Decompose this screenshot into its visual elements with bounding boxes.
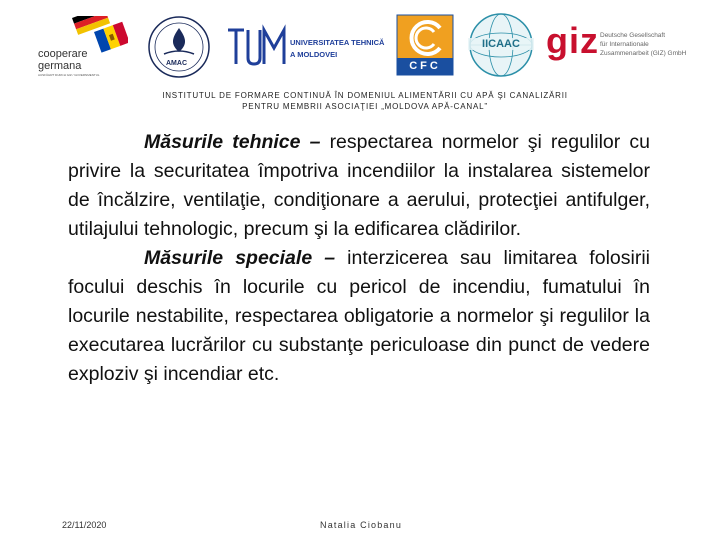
header-line2: PENTRU MEMBRII ASOCIAŢIEI „MOLDOVA APĂ-CANAL” <box>242 102 488 111</box>
term-technical-measures: Măsurile tehnice – <box>144 131 321 153</box>
cfc-label: CFC <box>409 60 441 72</box>
term-special-measures: Măsurile speciale – <box>144 247 336 269</box>
cooperare-germana-logo <box>28 16 128 82</box>
utm-line2: A MOLDOVEI <box>290 50 338 59</box>
utm-line1: UNIVERSITATEA TEHNICĂ <box>290 38 385 47</box>
cooperare-line3: AUSFÜHRT DURCH GIZ / GOVERNMENTUL <box>38 73 100 77</box>
logo-bar <box>0 10 720 80</box>
header-line1: INSTITUTUL DE FORMARE CONTINUĂ ÎN DOMENIUL ALIMENTĂRII CU APĂ ŞI CANALIZĂRII <box>162 91 568 100</box>
slide-body <box>68 128 650 389</box>
giz-line1: Deutsche Gesellschaft <box>600 32 666 39</box>
amac-label: AMAC <box>166 60 187 67</box>
iicaac-label: IICAAC <box>468 38 534 50</box>
giz-wordmark: giz <box>546 20 599 61</box>
amac-logo <box>146 14 212 80</box>
institute-header <box>150 90 580 112</box>
paragraph-special-measures <box>68 244 650 389</box>
cfc-logo <box>396 14 454 76</box>
cooperare-line1: cooperare <box>38 48 88 60</box>
utm-logo <box>224 24 394 68</box>
amac-emblem-icon <box>146 14 212 80</box>
utm-mark-icon <box>224 24 288 68</box>
paragraph-technical-measures <box>68 128 650 244</box>
cooperare-line2: germana <box>38 60 82 72</box>
text-special-measures: interzicerea sau limitarea folosirii focului deschis în locurile cu pericol de incendiu, fumatului în locurile nestabilite, respectarea obligatorie a normelor şi regulilor la executarea lucrărilor cu substanţe periculoase din punct de vedere exploziv şi incendiar etc. <box>68 247 650 385</box>
iicaac-logo <box>468 12 534 78</box>
giz-line2: für Internationale <box>600 41 649 48</box>
footer-date: 22/11/2020 <box>62 520 107 530</box>
footer-author: Natalia Ciobanu <box>320 520 403 530</box>
text-technical-measures: respectarea normelor şi regulilor cu privire la securitatea împotriva incendiilor la instalarea sistemelor de încălzire, ventilaţie, condiţionare a aerului, protecţiei antifulger, utilajului tehnologic, precum şi la edificarea clădirilor. <box>68 131 650 240</box>
giz-line3: Zusammenarbeit (GIZ) GmbH <box>600 50 687 57</box>
giz-logo <box>540 22 720 72</box>
